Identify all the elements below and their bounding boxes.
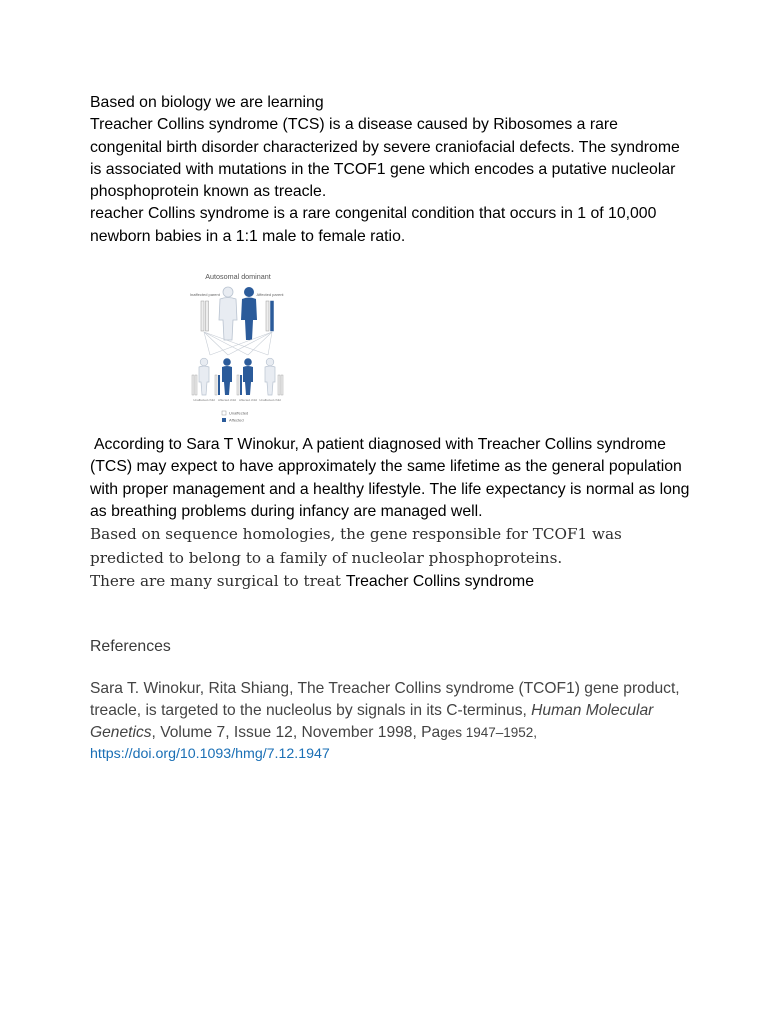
child-4-label: Unaffected child bbox=[259, 398, 281, 403]
surgery-text-end: Treacher Collins syndrome bbox=[345, 573, 534, 591]
right-parent-label: Affected parent bbox=[256, 292, 284, 298]
child-2-label: Affected child bbox=[218, 398, 236, 403]
right-parent-chromosomes bbox=[266, 301, 274, 331]
homology-paragraph: Based on sequence homologies, the gene responsible for TCOF1 was predicted to belong to a family of nucleolar phosphoproteins. bbox=[90, 525, 622, 567]
reference-entry bbox=[90, 678, 690, 765]
figure-title: Autosomal dominant bbox=[205, 272, 271, 282]
child-2-affected bbox=[215, 358, 232, 395]
affected-parent-figure bbox=[241, 287, 257, 340]
legend-unaffected-label: Unaffected bbox=[229, 410, 249, 416]
inheritance-diagram bbox=[190, 270, 290, 430]
intro-line: Based on biology we are learning bbox=[90, 94, 324, 111]
child-4-unaffected bbox=[265, 358, 283, 395]
prevalence-paragraph: reacher Collins syndrome is a rare congenital condition that occurs in 1 of 10,000 newborn babies in a 1:1 male to female ratio. bbox=[90, 205, 657, 245]
doi-link[interactable]: https://doi.org/10.1093/hmg/7.12.1947 bbox=[90, 746, 330, 763]
legend-affected-label: Affected bbox=[229, 417, 244, 423]
reference-pages: ges 1947–1952, bbox=[440, 724, 538, 740]
figure-legend bbox=[222, 411, 248, 423]
child-1-label: Unaffected child bbox=[193, 398, 215, 403]
reference-volume: , Volume 7, Issue 12, November 1998, Pa bbox=[151, 723, 441, 741]
child-3-affected bbox=[237, 358, 253, 395]
child-3-label: Affected child bbox=[239, 398, 257, 403]
references-heading: References bbox=[90, 638, 171, 656]
left-parent-label: Unaffected parent bbox=[190, 292, 220, 298]
winokur-paragraph: According to Sara T Winokur, A patient diagnosed with Treacher Collins syndrome (TCS) may expect to have approximately the same lifetime as the general population with proper management and a healthy lifestyle. The life expectancy is normal as long as breathing problems during infancy are managed well. bbox=[90, 436, 690, 520]
surgery-paragraph bbox=[90, 570, 690, 593]
left-parent-chromosomes bbox=[201, 301, 209, 331]
reference-text: Sara T. Winokur, Rita Shiang, The Treacher Collins syndrome (TCOF1) gene product, treacle, is targeted to the nucleolus by signals in its C-terminus, bbox=[90, 680, 680, 720]
child-1-unaffected bbox=[192, 358, 209, 395]
surgery-text-start: There are many surgical to treat bbox=[90, 572, 346, 591]
inheritance-lines bbox=[204, 332, 272, 355]
unaffected-parent-figure bbox=[219, 287, 237, 340]
intro-paragraph: Treacher Collins syndrome (TCS) is a disease caused by Ribosomes a rare congenital birth disorder characterized by severe craniofacial defects. The syndrome is associated with mutations in the TCOF1 gene which encodes a putative nucleolar phosphoprotein known as treacle. bbox=[90, 116, 680, 201]
journal-title: Human Molecular Genetics bbox=[90, 702, 654, 741]
document-page bbox=[90, 92, 690, 766]
autosomal-dominant-figure bbox=[190, 270, 290, 430]
